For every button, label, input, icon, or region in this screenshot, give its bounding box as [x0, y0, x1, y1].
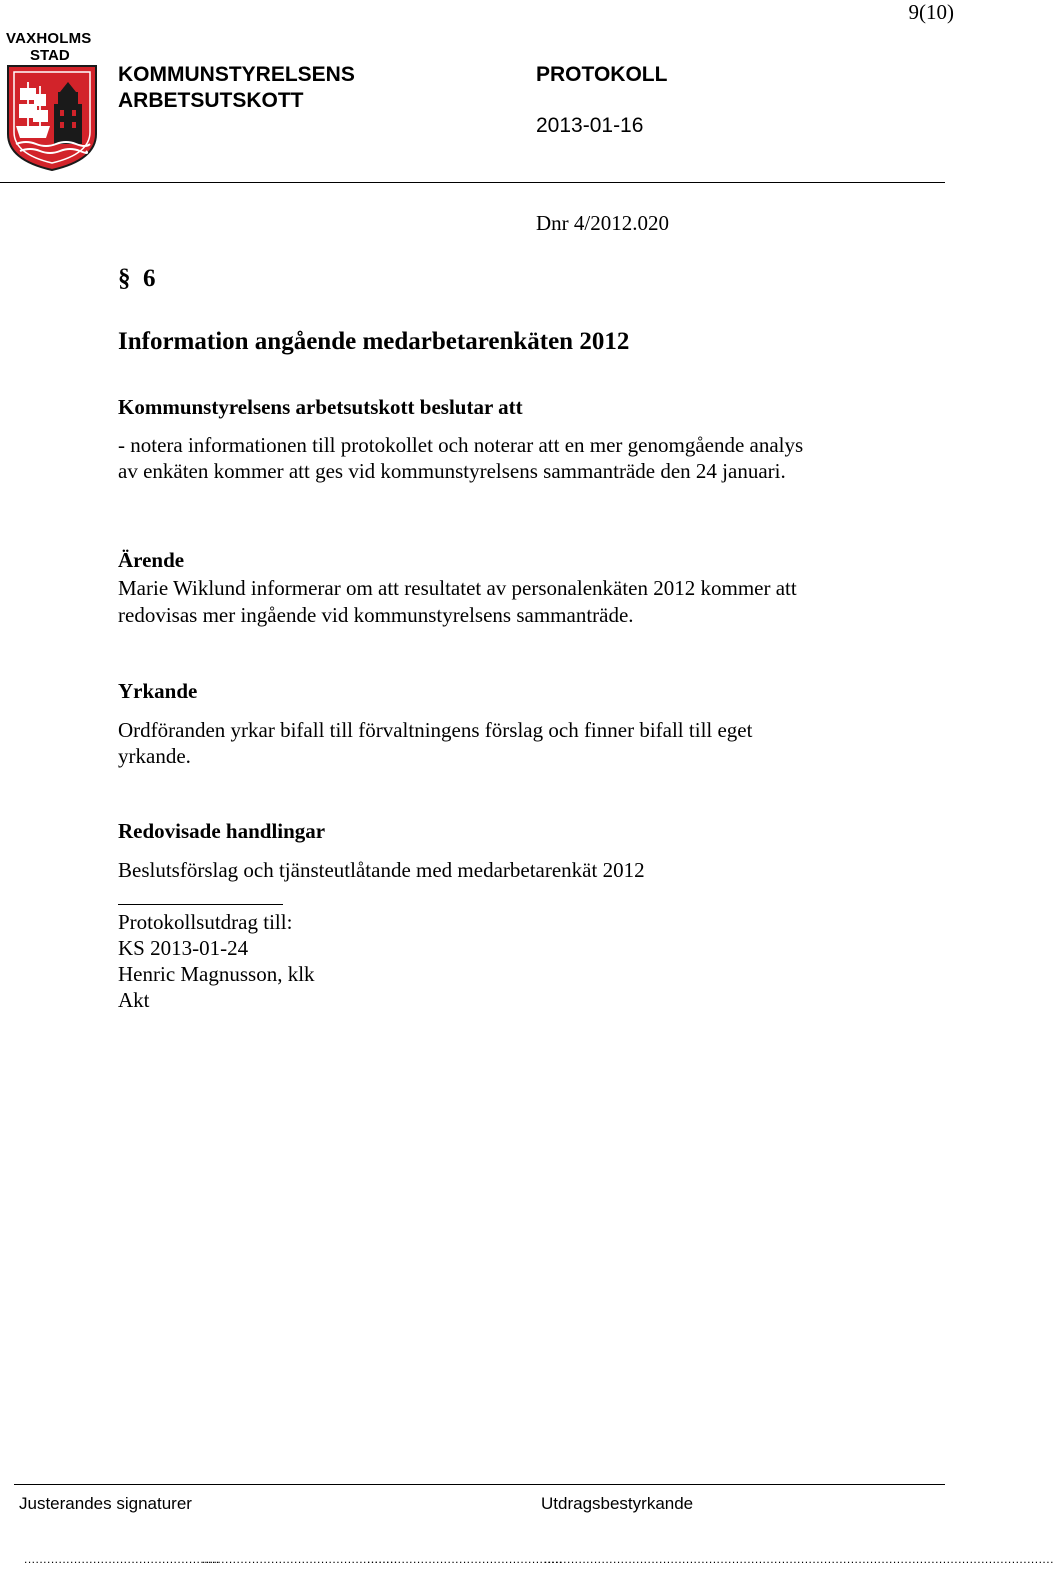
document-type: PROTOKOLL	[536, 63, 668, 86]
yrkande-text-line1: Ordföranden yrkar bifall till förvaltningens förslag och finner bifall till eget	[118, 718, 753, 742]
yrkande-heading: Yrkande	[118, 679, 198, 703]
utdrag-separator	[118, 904, 283, 905]
footer-certification-label: Utdragsbestyrkande	[541, 1494, 694, 1513]
document-date: 2013-01-16	[536, 114, 644, 137]
utdrag-label: Protokollsutdrag till:	[118, 910, 293, 934]
decision-text-line2: av enkäten kommer att ges vid kommunstyrelsens sammanträde den 24 januari.	[118, 459, 786, 483]
footer-divider	[14, 1484, 945, 1485]
logo-text-stad: STAD	[30, 47, 70, 64]
certification-line: .....................................................................................................................................	[544, 1552, 1054, 1566]
utdrag-recipient: Akt	[118, 988, 150, 1012]
paragraph-number: § 6	[118, 265, 156, 292]
utdrag-recipient: Henric Magnusson, klk	[118, 962, 315, 986]
redovisade-text: Beslutsförslag och tjänsteutlåtande med medarbetarenkät 2012	[118, 858, 645, 882]
vaxholm-coat-of-arms-logo	[6, 64, 98, 172]
diary-number: Dnr 4/2012.020	[536, 211, 669, 235]
org-name-line1: KOMMUNSTYRELSENS	[118, 63, 355, 86]
section-title: Information angående medarbetarenkäten 2012	[118, 328, 630, 355]
header-divider	[0, 182, 945, 183]
arende-heading: Ärende	[118, 548, 185, 572]
arende-text-line1: Marie Wiklund informerar om att resultatet av personalenkäten 2012 kommer att	[118, 576, 797, 600]
signature-line: ...................................................	[24, 1552, 220, 1566]
signature-line: ...................................................	[367, 1552, 563, 1566]
yrkande-text-line2: yrkande.	[118, 744, 191, 768]
signature-line: ...................................................	[202, 1552, 398, 1566]
redovisade-heading: Redovisade handlingar	[118, 819, 326, 843]
arende-text-line2: redovisas mer ingående vid kommunstyrelsens sammanträde.	[118, 603, 634, 627]
decision-text-line1: - notera informationen till protokollet och noterar att en mer genomgående analys	[118, 433, 804, 457]
page-number: 9(10)	[908, 0, 954, 24]
decision-heading: Kommunstyrelsens arbetsutskott beslutar att	[118, 395, 523, 419]
org-name-line2: ARBETSUTSKOTT	[118, 89, 304, 112]
logo-text-vaxholms: VAXHOLMS	[6, 30, 92, 47]
footer-signatures-label: Justerandes signaturer	[19, 1494, 192, 1513]
utdrag-recipient: KS 2013-01-24	[118, 936, 249, 960]
